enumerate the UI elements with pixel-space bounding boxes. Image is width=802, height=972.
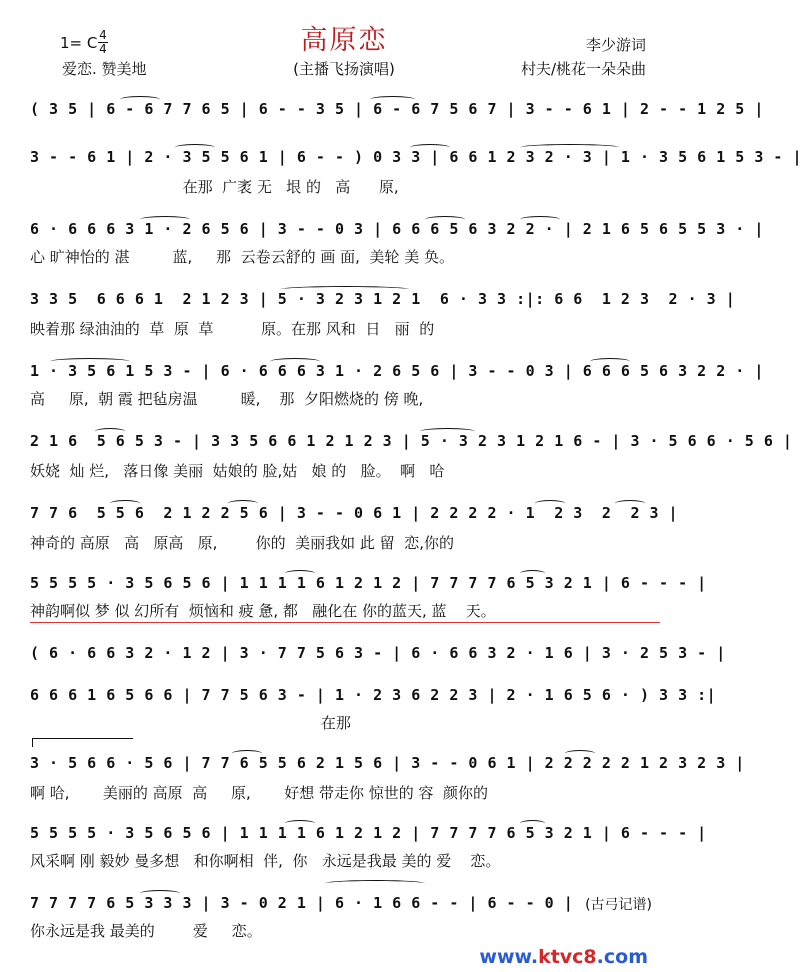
slur-mark xyxy=(535,500,565,507)
section-divider xyxy=(30,622,660,623)
lyrics-row-2: 在那 广袤 无 垠 的 高 原, xyxy=(30,178,399,196)
composer-credit: 村夫/桃花一朵朵曲 xyxy=(520,60,646,78)
lyrics-row-1 xyxy=(30,124,660,146)
slur-mark xyxy=(140,216,190,223)
music-row-1: ( 3 5 | 6 - 6 7 7 6 5 | 6 - - 3 5 | 6 - 6 7 5 6 7 | 3 - - 6 1 | 2 - - 1 2 5 | xyxy=(30,100,764,118)
slur-mark xyxy=(285,820,315,827)
music-row-5: 1 · 3 5 6 1 5 3 - | 6 · 6 6 6 3 1 · 2 6 5 6 | 3 - - 0 3 | 6 6 6 5 6 3 2 2 · | xyxy=(30,362,764,380)
music-row-7: 7 7 6 5 5 6 2 1 2 2 5 6 | 3 - - 0 6 1 | 2 2 2 2 · 1 2 3 2 2 3 | xyxy=(30,504,679,522)
lyrics-row-7: 神奇的 高原 高 原高 原, 你的 美丽我如 此 留 恋,你的 xyxy=(30,534,454,552)
slur-mark xyxy=(285,570,315,577)
slur-mark xyxy=(420,428,475,435)
slur-mark xyxy=(270,358,320,365)
music-row-11: 3 · 5 6 6 · 5 6 | 7 7 6 5 5 6 2 1 5 6 | 3 - - 0 6 1 | 2 2 2 2 2 1 2 3 2 3 | xyxy=(30,754,745,772)
slur-mark xyxy=(228,500,258,507)
volta-bracket-2 xyxy=(32,738,133,747)
transcriber-credit: (古弓记谱) xyxy=(585,897,652,913)
site-watermark: www.ktvc8.com xyxy=(479,946,648,968)
slur-mark xyxy=(140,890,180,897)
slur-mark xyxy=(425,216,465,223)
slur-mark xyxy=(520,216,560,223)
lyrics-row-5: 高 原, 朝 霞 把毡房温 暖, 那 夕阳燃烧的 傍 晚, xyxy=(30,390,424,408)
music-row-10: 6 6 6 1 6 5 6 6 | 7 7 5 6 3 - | 1 · 2 3 6 2 2 3 | 2 · 1 6 5 6 · ) 3 3 :| xyxy=(30,686,717,704)
slur-mark xyxy=(280,286,410,293)
music-row-6: 2 1 6 5 6 5 3 - | 3 3 5 6 6 1 2 1 2 3 | 5 · 3 2 3 1 2 1 6 - | 3 · 5 6 6 · 5 6 | xyxy=(30,432,793,450)
slur-mark xyxy=(410,144,450,151)
lyrics-row-3: 心 旷神怡的 湛 蓝, 那 云卷云舒的 画 面, 美轮 美 奂。 xyxy=(30,248,454,266)
slur-mark xyxy=(370,96,415,103)
slur-mark xyxy=(120,96,160,103)
lyrics-row-6: 妖娆 灿 烂, 落日像 美丽 姑娘的 脸,姑 娘 的 脸。 啊 哈 xyxy=(30,462,445,480)
music-row-13: 7 7 7 7 6 5 3 3 3 | 3 - 0 2 1 | 6 · 1 6 6 - - | 6 - - 0 | xyxy=(30,894,574,912)
music-row-4: 3 3 5 6 6 6 1 2 1 2 3 | 5 · 3 2 3 1 2 1 6 · 3 3 :|: 6 6 1 2 3 2 · 3 | xyxy=(30,290,736,308)
music-row-3: 6 · 6 6 6 3 1 · 2 6 5 6 | 3 - - 0 3 | 6 6 6 5 6 3 2 2 · | 2 1 6 5 6 5 5 3 · | xyxy=(30,220,764,238)
expression-marking: 爱恋. 赞美地 xyxy=(62,60,147,78)
song-title: 高原恋 xyxy=(300,25,388,56)
key-signature: 1= C xyxy=(60,34,98,52)
lyrics-row-12: 风采啊 刚 毅妙 曼多想 和你啊相 伴, 你 永远是我最 美的 爱 恋。 xyxy=(30,852,501,870)
slur-mark xyxy=(325,880,425,887)
music-row-9: ( 6 · 6 6 3 2 · 1 2 | 3 · 7 7 5 6 3 - | 6 · 6 6 3 2 · 1 6 | 3 · 2 5 3 - | xyxy=(30,644,726,662)
slur-mark xyxy=(565,750,595,757)
slur-mark xyxy=(232,750,262,757)
music-row-12: 5 5 5 5 · 3 5 6 5 6 | 1 1 1 1 6 1 2 1 2 | 7 7 7 7 6 5 3 2 1 | 6 - - - | xyxy=(30,824,707,842)
time-signature-top: 4 xyxy=(99,28,107,42)
slur-mark xyxy=(50,358,130,365)
slur-mark xyxy=(520,820,545,827)
lyrics-row-8: 神韵啊似 梦 似 幻所有 烦恼和 疲 惫, 都 融化在 你的蓝天, 蓝 天。 xyxy=(30,602,496,620)
lyrics-row-13: 你永远是我 最美的 爱 恋。 xyxy=(30,922,262,940)
lyricist-credit: 李少游词 xyxy=(585,36,646,54)
music-row-2: 3 - - 6 1 | 2 · 3 5 5 6 1 | 6 - - ) 0 3 3 | 6 6 1 2 3 2 · 3 | 1 · 3 5 6 1 5 3 - | xyxy=(30,148,802,166)
time-signature xyxy=(98,30,108,55)
slur-mark xyxy=(95,428,125,435)
time-signature-bottom: 4 xyxy=(99,42,107,56)
slur-mark xyxy=(520,570,545,577)
slur-mark xyxy=(520,144,620,151)
slur-mark xyxy=(175,144,215,151)
slur-mark xyxy=(590,358,630,365)
lyrics-row-10: 在那 xyxy=(30,714,351,732)
slur-mark xyxy=(615,500,645,507)
music-row-8: 5 5 5 5 · 3 5 6 5 6 | 1 1 1 1 6 1 2 1 2 | 7 7 7 7 6 5 3 2 1 | 6 - - - | xyxy=(30,574,707,592)
slur-mark xyxy=(110,500,140,507)
lyrics-row-4: 映着那 绿油油的 草 原 草 原。在那 风和 日 丽 的 xyxy=(30,320,435,338)
singer-credit: (主播飞扬演唱) xyxy=(293,60,395,78)
lyrics-row-11: 啊 哈, 美丽的 高原 高 原, 好想 带走你 惊世的 容 颜你的 xyxy=(30,784,489,802)
